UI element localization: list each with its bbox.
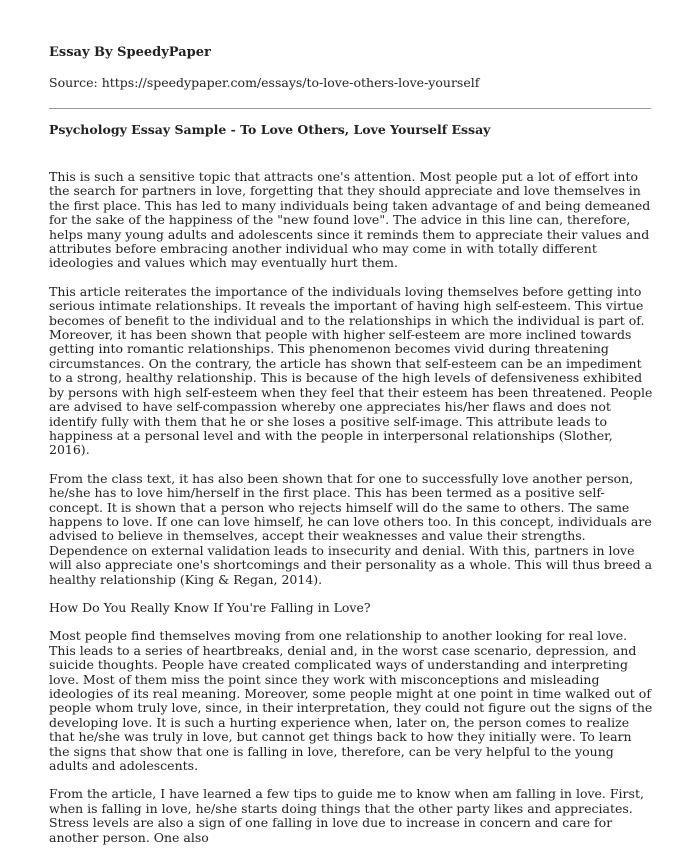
brand-title: Essay By SpeedyPaper: [49, 45, 211, 60]
paragraph-4: Most people find themselves moving from one relationship to another looking for real love. This leads to a series of heartbreaks, denial and, in the worst case scenario, depression, and suicide thoughts. People have created complicated ways of understanding and interpreting love. Most of them miss the point since they work with misconceptions and misleading ideologies of its real meaning. Moreover, some people might at one point in time walked out of people whom truly love, since, in their interpretation, they could not figure out the signs of the developing love. It is such a hurting experience when, later on, the person comes to realize that he/she was truly in love, but cannot get things back to how they initially were. To learn the signs that show that one is falling in love, therefore, can be very helpful to the young adults and adolescents.: [49, 628, 653, 774]
paragraph-1: This is such a sensitive topic that attracts one's attention. Most people put a lot of effort into the search for partners in love, forgetting that they should appreciate and love themselves in the first place. This has led to many individuals being taken advantage of and being demeaned for the sake of the happiness of the "new found love". The advice in this line can, therefore, helps many young adults and adolescents since it reminds them to appreciate their values and attributes before embracing another individual who may come in with totally different ideologies and values which may eventually hurt them.: [49, 169, 651, 271]
paragraph-2: This article reiterates the importance of the individuals loving themselves before getting into serious intimate relationships. It reveals the important of having high self-esteem. This virtue becomes of benefit to the individual and to the relationships in which the individual is part of. Moreover, it has been shown that people with higher self-esteem are more inclined towards getting into romantic relationships. This phenomenon becomes vivid during threatening circumstances. On the contrary, the article has shown that self-esteem can be an impediment to a strong, healthy relationship. This is because of the high levels of defensiveness exhibited by persons with high self-esteem when they feel that their esteem has been threatened. People are advised to have self-compassion whereby one appreciates his/her flaws and does not identify fully with them that he or she loses a positive self-image. This attribute leads to happiness at a personal level and with the people in interpersonal relationships (Slother, 2016).: [49, 283, 653, 458]
paragraph-5: From the article, I have learned a few tips to guide me to know when am falling in love. First, when is falling in love, he/she starts doing things that the other party likes and appreciates. Stress levels are also a sign of one falling in love due to increase in concern and care for another person. One also: [49, 786, 644, 845]
essay-body: [49, 170, 653, 850]
document-header: [49, 44, 659, 92]
header-divider: [49, 108, 651, 109]
source-line: Source: https://speedypaper.com/essays/to-love-others-love-yourself: [49, 75, 480, 90]
section-heading: How Do You Really Know If You're Falling in Love?: [49, 599, 371, 615]
essay-title: Psychology Essay Sample - To Love Others, Love Yourself Essay: [49, 122, 491, 137]
paragraph-3: From the class text, it has also been shown that for one to successfully love another person, he/she has to love him/herself in the first place. This has been termed as a positive self-concept. It is shown that a person who rejects himself will do the same to others. The same happens to love. If one can love himself, he can love others too. In this concept, individuals are advised to believe in themselves, accept their weaknesses and value their strengths. Dependence on external validation leads to insecurity and denial. With this, partners in love will also appreciate one's shortcomings and their personality as a whole. This will thus breed a healthy relationship (King & Regan, 2014).: [49, 470, 653, 587]
